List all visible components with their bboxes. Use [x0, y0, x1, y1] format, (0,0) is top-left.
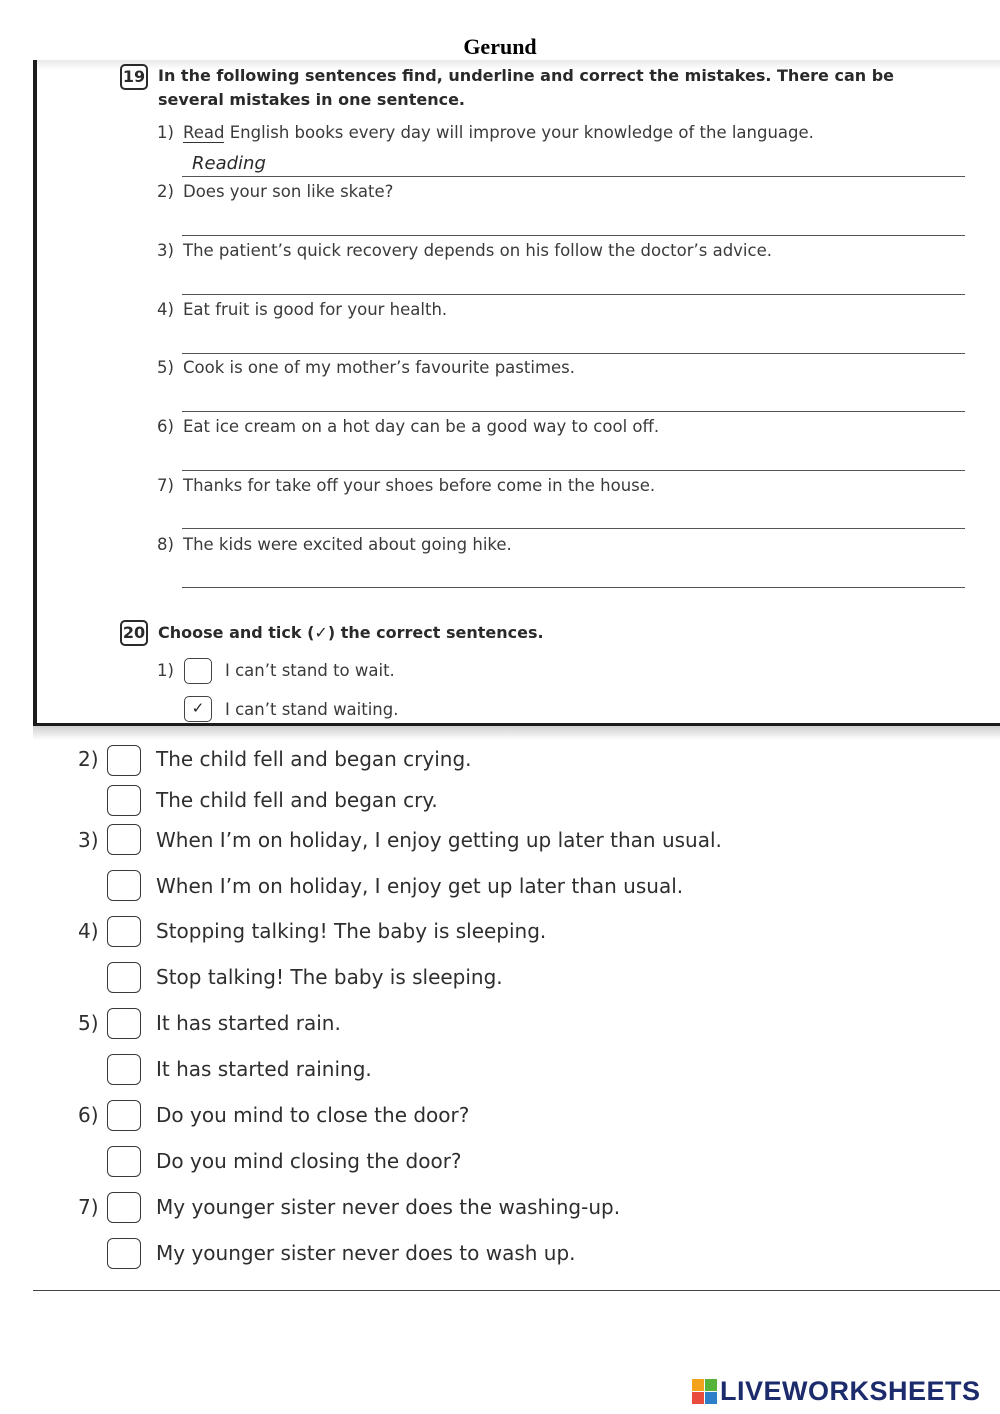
- logo-square: [705, 1379, 717, 1391]
- checkbox-6b[interactable]: [107, 1146, 141, 1177]
- exercise-19-number: 19: [120, 64, 148, 90]
- sentence-text: Eat fruit is good for your health.: [183, 300, 448, 319]
- sentence-text: Cook is one of my mother’s favourite pastimes.: [183, 358, 576, 377]
- item-number: 1): [157, 123, 174, 142]
- logo-grid-icon: [692, 1379, 717, 1404]
- sentence-text: The kids were excited about going hike.: [183, 535, 512, 554]
- answer-line-1[interactable]: [182, 176, 965, 177]
- ex20-option-2a: The child fell and began crying.: [156, 747, 472, 771]
- ex19-sentence-6: [157, 417, 659, 436]
- ex20-item-2-number: 2): [78, 747, 99, 771]
- checkbox-4a[interactable]: [107, 916, 141, 947]
- ex19-sentence-1: [157, 123, 814, 142]
- bottom-divider: [33, 1290, 1000, 1291]
- answer-line-7[interactable]: [182, 528, 965, 529]
- sentence-text: Does your son like skate?: [183, 182, 394, 201]
- exercise-20-instruction: Choose and tick (✓) the correct sentences.: [158, 623, 544, 642]
- checkbox-5a[interactable]: [107, 1008, 141, 1039]
- ex19-sentence-2: [157, 182, 393, 201]
- exercise-19-instruction: In the following sentences find, underline and correct the mistakes. There can be several mistakes in one sentence.: [158, 66, 895, 109]
- ex20-option-2b: The child fell and began cry.: [156, 788, 438, 812]
- ex19-sentence-3: [157, 241, 772, 260]
- ex20-option-5a: It has started rain.: [156, 1011, 341, 1035]
- logo-square: [692, 1379, 704, 1391]
- logo-square: [705, 1392, 717, 1404]
- ex20-option-7b: My younger sister never does to wash up.: [156, 1241, 576, 1265]
- ex20-item-5-number: 5): [78, 1011, 99, 1035]
- item-number: 8): [157, 535, 174, 554]
- ex19-sentence-5: [157, 358, 575, 377]
- sentence-text: The patient’s quick recovery depends on his follow the doctor’s advice.: [183, 241, 772, 260]
- checkbox-1a[interactable]: [184, 658, 212, 684]
- checkbox-1b-checked[interactable]: ✓: [184, 696, 212, 722]
- ex20-item-4-number: 4): [78, 919, 99, 943]
- answer-line-3[interactable]: [182, 294, 965, 295]
- ex20-option-6a: Do you mind to close the door?: [156, 1103, 470, 1127]
- checkbox-3a[interactable]: [107, 824, 141, 855]
- answer-line-6[interactable]: [182, 470, 965, 471]
- ex20-item-3-number: 3): [78, 828, 99, 852]
- answer-line-8[interactable]: [182, 587, 965, 588]
- sentence-text: English books every day will improve your knowledge of the language.: [224, 123, 814, 142]
- item-number: 3): [157, 241, 174, 260]
- checkbox-7a[interactable]: [107, 1192, 141, 1223]
- answer-line-5[interactable]: [182, 411, 965, 412]
- ex19-sentence-7: [157, 476, 655, 495]
- item-number: 7): [157, 476, 174, 495]
- checkbox-2a[interactable]: [107, 745, 141, 776]
- ex20-item-7-number: 7): [78, 1195, 99, 1219]
- item-number: 6): [157, 417, 174, 436]
- underlined-mistake: Read: [183, 123, 225, 142]
- item-number: 4): [157, 300, 174, 319]
- ex19-sentence-8: [157, 535, 512, 554]
- checkbox-7b[interactable]: [107, 1238, 141, 1269]
- checkbox-6a[interactable]: [107, 1100, 141, 1131]
- checkbox-2b[interactable]: [107, 785, 141, 816]
- answer-line-2[interactable]: [182, 235, 965, 236]
- ex20-option-4b: Stop talking! The baby is sleeping.: [156, 965, 503, 989]
- page-title: Gerund: [463, 34, 537, 59]
- checkbox-3b[interactable]: [107, 870, 141, 901]
- ex20-option-4a: Stopping talking! The baby is sleeping.: [156, 919, 547, 943]
- ex20-item-1-number: 1): [157, 661, 174, 680]
- ex20-option-3a: When I’m on holiday, I enjoy getting up later than usual.: [156, 828, 722, 852]
- ex20-option-5b: It has started raining.: [156, 1057, 372, 1081]
- checkbox-4b[interactable]: [107, 962, 141, 993]
- checkbox-5b[interactable]: [107, 1054, 141, 1085]
- exercise-20-number: 20: [120, 620, 148, 646]
- ex20-option-6b: Do you mind closing the door?: [156, 1149, 462, 1173]
- ex20-option-7a: My younger sister never does the washing-up.: [156, 1195, 621, 1219]
- panel-shadow: [33, 726, 1000, 740]
- sentence-text: Eat ice cream on a hot day can be a good way to cool off.: [183, 417, 660, 436]
- ex19-sentence-4: [157, 300, 447, 319]
- item-number: 2): [157, 182, 174, 201]
- ex20-option-1a: I can’t stand to wait.: [225, 661, 395, 680]
- answer-reading: Reading: [192, 153, 266, 174]
- ex20-option-1b: I can’t stand waiting.: [225, 700, 399, 719]
- logo-square: [692, 1392, 704, 1404]
- liveworksheets-logo: [692, 1376, 981, 1406]
- ex20-option-3b: When I’m on holiday, I enjoy get up later than usual.: [156, 874, 684, 898]
- logo-text: LIVEWORKSHEETS: [720, 1375, 981, 1406]
- sentence-text: Thanks for take off your shoes before come in the house.: [183, 476, 656, 495]
- ex20-item-6-number: 6): [78, 1103, 99, 1127]
- answer-line-4[interactable]: [182, 353, 965, 354]
- item-number: 5): [157, 358, 174, 377]
